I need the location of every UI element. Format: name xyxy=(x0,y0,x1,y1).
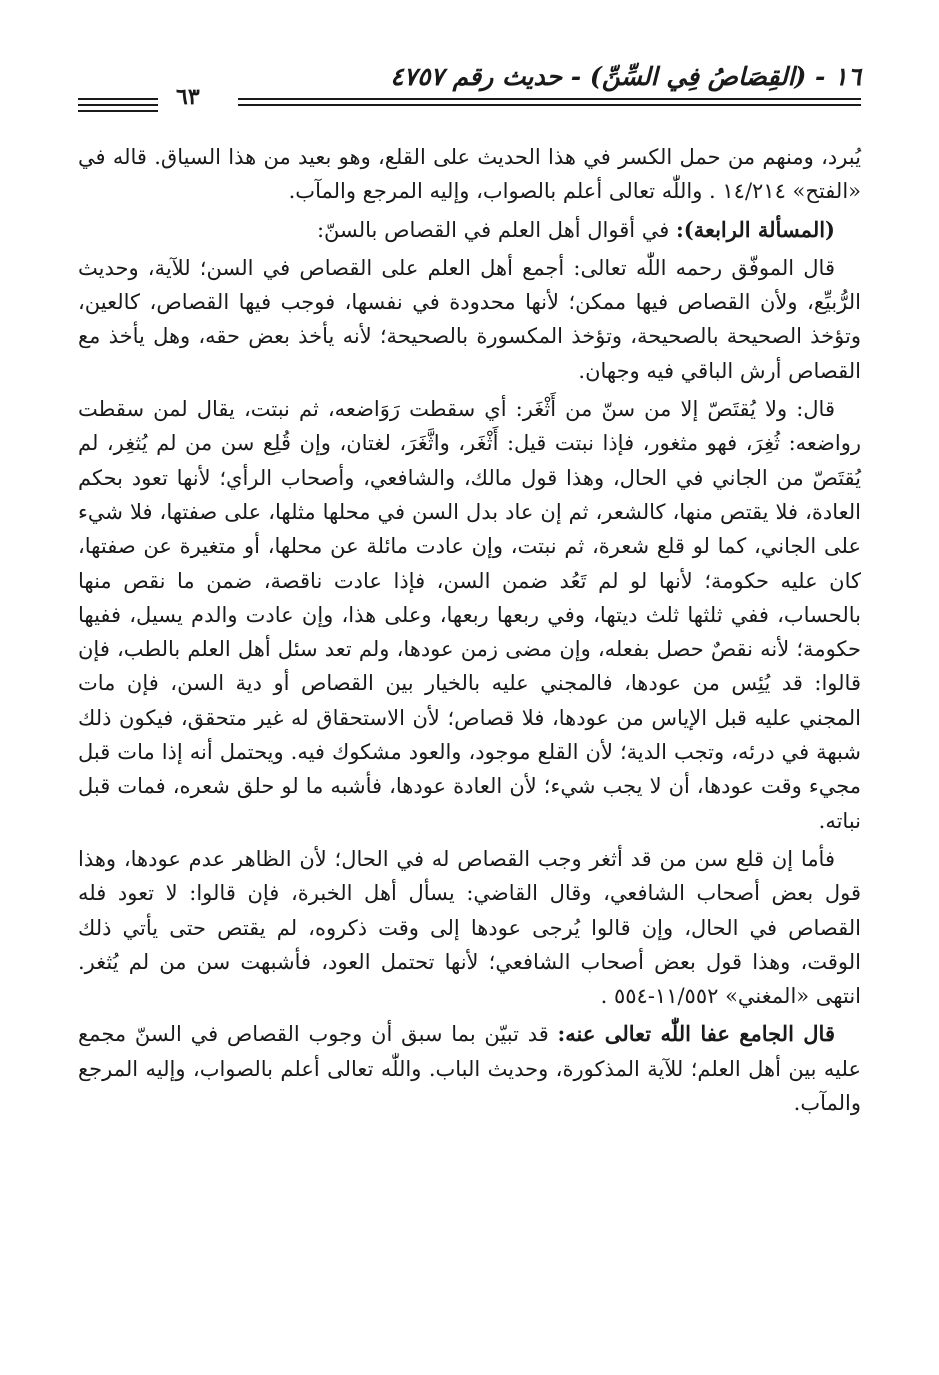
running-title: ١٦ - (القِصَاصُ فِي السِّنِّ) - حديث رقم ٤٧٥٧ xyxy=(390,62,861,91)
header-rule-bottom xyxy=(78,110,158,112)
paragraph: (المسألة الرابعة): في أقوال أهل العلم في القصاص بالسنّ: xyxy=(316,216,835,242)
section-heading: (المسألة الرابعة): xyxy=(676,216,835,242)
header-rule-mid xyxy=(78,104,158,106)
body-text xyxy=(78,140,861,1124)
paragraph: قال: ولا يُقتَصّ إلا من سنّ من أَثْغَر: أي سقطت رَوَاضعه، ثم نبتت، يقال لمن سقطت رواضعه: ثُغِرَ، فهو مثغور، فإذا نبتت قيل: أَثْغَر، واثَّغَرَ، لغتان، وإن قُلِع سن من لم يُثغِر، لم يُقتَصّ من الجاني في الحال، وهذا قول مالك، والشافعي، وأصحاب الرأي؛ لأنها تعود بحكم العادة، فلا يقتص منها، كالشعر، ثم إن عاد بدل السن في محلها مثلها، على صفتها، فلا شيء على الجاني، كما لو قلع شعرة، ثم نبتت، وإن عادت مائلة عن محلها، أو متغيرة عن صفتها، كان عليه حكومة؛ لأنها لو لم تَعُد ضمن السن، فإذا عادت ناقصة، ضمن ما نقص منها بالحساب، ففي ثلثها ثلث ديتها، وفي ربعها ربعها، وعلى هذا، وإن عادت والدم يسيل، ففيها حكومة؛ لأنه نقصٌ حصل بفعله، وإن مضى زمن عودها، ولم تعد سئل أهل العلم بالطب، فإن قالوا: قد يُئِس من عودها، فالمجني عليه بالخيار بين القصاص أو دية السن، فإن مات المجني عليه قبل الإياس من عودها، فلا قصاص؛ لأن الاستحقاق له غير متحقق، فيكون ذلك شبهة في درئه، وتجب الدية؛ لأن القلع موجود، والعود مشكوك فيه. ويحتمل أنه إذا مات قبل مجيء وقت عودها، أن لا يجب شيء؛ لأن العادة عودها، فأشبه ما لو حلق شعره، فمات قبل نباته. xyxy=(78,397,861,833)
paragraph: قال الجامع عفا اللّٰه تعالى عنه: قد تبيّن بما سبق أن وجوب القصاص في السنّ مجمع عليه بين أهل العلم؛ للآية المذكورة، وحديث الباب. واللّٰه تعالى أعلم بالصواب، وإليه المرجع والمآب. xyxy=(78,1021,861,1116)
paragraph: يُبرد، ومنهم من حمل الكسر في هذا الحديث على القلع، وهو بعيد من هذا السياق. قاله في «الفتح» ١٤/٢١٤ . واللّٰه تعالى أعلم بالصواب، وإليه المرجع والمآب. xyxy=(78,145,861,204)
page-header xyxy=(78,62,861,118)
header-rule-long-top xyxy=(238,98,861,100)
page-number: ٦٣ xyxy=(176,84,200,110)
compiler-note-heading: قال الجامع عفا اللّٰه تعالى عنه: xyxy=(557,1021,835,1047)
paragraph: قال الموفّق رحمه اللّٰه تعالى: أجمع أهل العلم على القصاص في السن؛ للآية، وحديث الرُّبيِّع، ولأن القصاص فيها ممكن؛ لأنها محدودة في نفسها، فوجب فيها القصاص، كالعين، وتؤخذ الصحيحة بالصحيحة، وتؤخذ المكسورة بالصحيحة؛ لأنه يأخذ بعض حقه، وهل يأخذ مع القصاص أرش الباقي فيه وجهان. xyxy=(78,255,861,383)
header-rule-top xyxy=(78,98,158,100)
paragraph: فأما إن قلع سن من قد أثغر وجب القصاص له في الحال؛ لأن الظاهر عدم عودها، وهذا قول بعض أصحاب الشافعي، وقال القاضي: يسأل أهل الخبرة، فإن قالوا: لا تعود فله القصاص في الحال، وإن قالوا يُرجى عودها إلى وقت ذكروه، لم يقتص حتى يأتي ذلك الوقت، وهذا قول بعض أصحاب الشافعي؛ لأنها تحتمل العود، فأشبهت سن من لم يُثغر. انتهى «المغني» ١١/٥٥٢-٥٥٤ . xyxy=(78,846,861,1009)
header-rule-long-bottom xyxy=(238,104,861,106)
